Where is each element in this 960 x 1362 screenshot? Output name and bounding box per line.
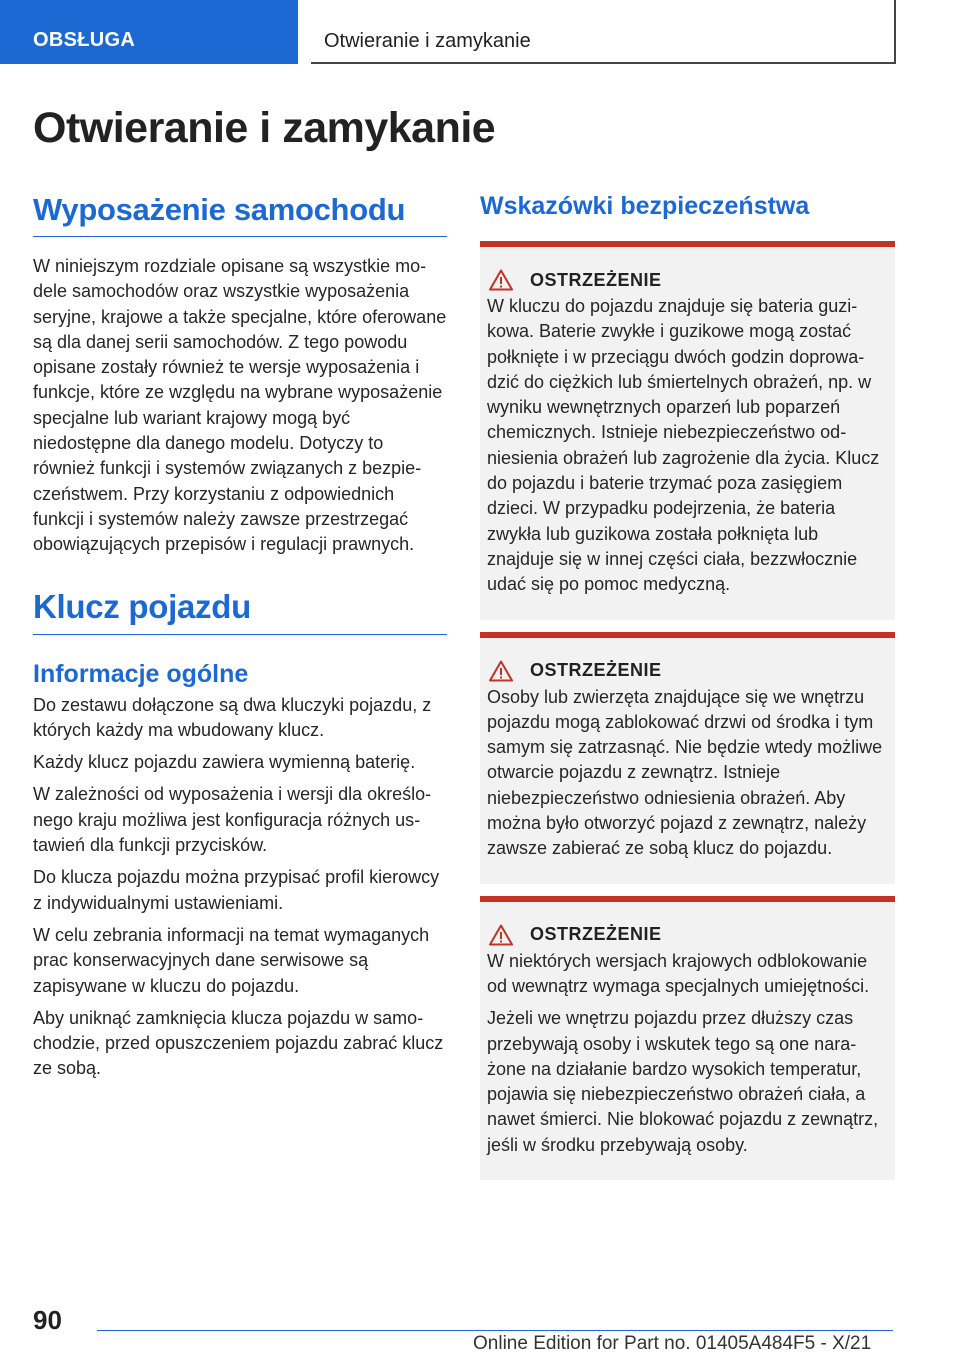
warning-triangle-icon [489, 924, 513, 946]
equipment-paragraph: W niniejszym rozdziale opisane są wszystkie modele samochodów oraz wszystkie wyposażenia seryjne, krajowe a także specjalne, które oferowane są dla danej serii samochodów. Z tego powodu opisane zostały również te wersje wyposażenia i funkcje, które ze względu na wybrane wyposażenie specjalne lub wariant krajowy mogą być niedostępne dla danego modelu. Dotyczy to również funkcji i systemów związanych z bezpieczeństwem. Przy korzystaniu z odpowiednich funkcji i systemów należy zawsze przestrzegać obowiązujących przepisów i regulacji prawnych. [33, 256, 447, 555]
warning-header [487, 924, 887, 946]
warning-text: Osoby lub zwierzęta znajdujące się we wnętrzu pojazdu mogą zablokować drzwi od środka i tym samym się zatrzasnąć. Nie będzie wtedy możliwe otwarcie pojazdu z zewnątrz. Istnieje niebezpieczeństwo odniesienia obrażeń. Aby można było otworzyć pojazd z zewnątrz, należy zawsze zabierać ze sobą klucz do pojazdu. [487, 686, 883, 859]
chapter-tab [0, 0, 298, 64]
key-paragraph: W celu zebrania informacji na temat wymaganych prac konserwacyjnych dane serwisowe są zapisywane w kluczu do pojazdu. [33, 924, 430, 996]
page-number: 90 [33, 1305, 62, 1335]
key-paragraph: Do klucza pojazdu można przypisać profil kierowcy z indywidualnymi ustawieniami. [33, 867, 440, 913]
key-paragraph: Do zestawu dołączone są dwa kluczyki pojazdu, z których każdy ma wbudowany klucz. [33, 694, 432, 740]
warning-header [487, 660, 887, 682]
general-info-heading: Informacje ogólne [33, 659, 249, 688]
warning-triangle-icon [489, 660, 513, 682]
warning-title: OSTRZEŻENIE [530, 924, 662, 945]
warning-title: OSTRZEŻENIE [530, 269, 662, 290]
key-paragraph: W zależności od wyposażenia i wersji dla określonego kraju możliwa jest konfiguracja różnych ustawień dla funkcji przycisków. [33, 784, 432, 856]
left-column [33, 192, 447, 1082]
right-column [480, 192, 895, 1192]
equipment-heading: Wyposażenie samochodu [33, 192, 447, 237]
warning-box [480, 241, 895, 620]
safety-heading: Wskazówki bezpieczeństwa [480, 192, 810, 220]
key-paragraph: Aby uniknąć zamknięcia klucza pojazdu w samochodzie, przed opuszczeniem pojazdu zabrać klucz ze sobą. [33, 1007, 444, 1079]
warning-box [480, 896, 895, 1180]
warning-text: W niektórych wersjach krajowych odblokowanie od wewnątrz wymaga specjalnych umiejętności. [487, 950, 870, 996]
warning-triangle-icon [489, 269, 513, 291]
warning-box [480, 632, 895, 884]
section-header [311, 0, 896, 64]
footer-divider [97, 1330, 893, 1331]
warning-header [487, 269, 887, 291]
warning-text: W kluczu do pojazdu znajduje się bateria guzikowa. Baterie zwykłe i guzikowe mogą zostać połknięte i w przeciągu dwóch godzin doprowadzić do ciężkich lub śmiertelnych obrażeń, np. w wyniku wewnętrznych oparzeń lub poparzeń chemicznych. Istnieje niebezpieczeństwo odniesienia obrażeń lub zagrożenie dla życia. Klucz do pojazdu i baterie trzymać poza zasięgiem dzieci. W przypadku podejrzenia, że bateria zwykła lub guzikowa została połknięta lub znajduje się w innej części ciała, bezzwłocznie udać się po pomoc medyczną. [487, 296, 880, 595]
section-label: Otwieranie i zamykanie [324, 30, 531, 52]
warning-title: OSTRZEŻENIE [530, 660, 662, 681]
key-heading: Klucz pojazdu [33, 588, 447, 635]
page-title: Otwieranie i zamykanie [33, 104, 496, 152]
chapter-label: OBSŁUGA [33, 29, 136, 51]
warning-text: Jeżeli we wnętrzu pojazdu przez dłuższy czas przebywają osoby i wskutek tego są one narażone na działanie bardzo wysokich temperatur, pojawia się niebezpieczeństwo obrażeń ciała, a nawet śmierci. Nie blokować pojazdu z zewnątrz, jeśli w środku przebywają osoby. [487, 1008, 879, 1155]
key-paragraph: Każdy klucz pojazdu zawiera wymienną baterię. [33, 752, 416, 773]
edition-note: Online Edition for Part no. 01405A484F5 - X/21 [473, 1333, 872, 1354]
